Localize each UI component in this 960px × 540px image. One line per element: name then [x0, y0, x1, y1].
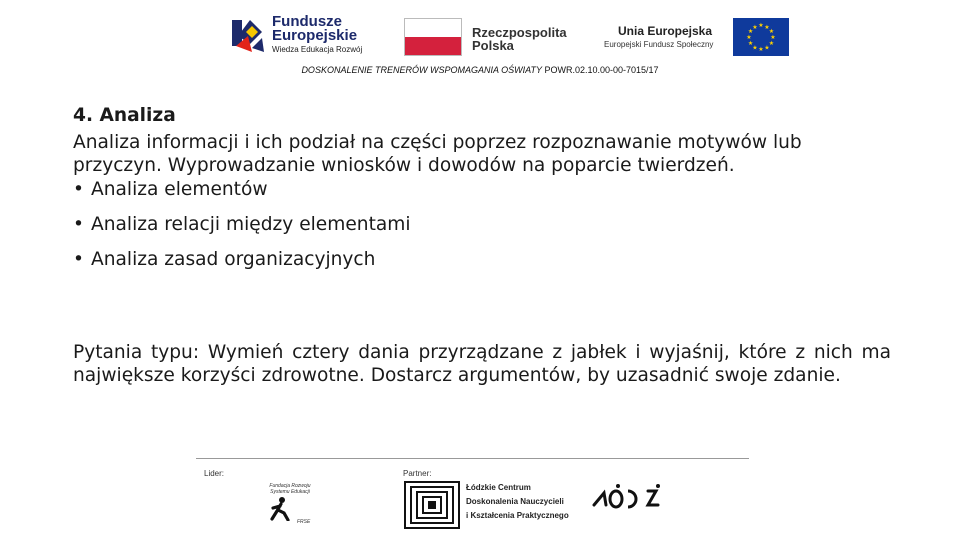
eu-star-icon: ★ — [752, 45, 758, 52]
lider-label: Lider: — [204, 469, 225, 478]
polish-flag-icon — [404, 18, 462, 56]
project-code: POWR.02.10.00-00-7015/17 — [541, 65, 659, 75]
eu-star-icon: ★ — [746, 35, 752, 42]
project-line — [0, 65, 960, 75]
bullet-item — [73, 178, 893, 201]
bullet-text: Analiza zasad organizacyjnych — [91, 249, 376, 270]
lcd-square-icon — [404, 481, 460, 529]
lodz-city-logo-icon — [592, 483, 672, 514]
eu-star-icon: ★ — [768, 41, 775, 48]
eu-star-icon: ★ — [764, 24, 770, 31]
section-paragraph: Analiza informacji i ich podział na części poprzez rozpoznawanie motywów lub przyczyn. Wyprowadzanie wniosków i dowodów na poparcie twierdzeń. — [73, 132, 802, 176]
bullet-icon: • — [73, 179, 84, 200]
bullet-icon: • — [73, 214, 84, 235]
bullet-icon: • — [73, 249, 84, 270]
partner-label: Partner: — [403, 469, 432, 478]
eu-star-icon: ★ — [752, 24, 758, 31]
bullet-text: Analiza relacji między elementami — [91, 214, 411, 235]
eu-star-icon: ★ — [758, 23, 764, 30]
efs-name: Europejski Fundusz Społeczny — [604, 40, 714, 49]
project-name: DOSKONALENIE TRENERÓW WSPOMAGANIA OŚWIATY — [301, 65, 542, 75]
rzeczpospolita-polska-name: Rzeczpospolita Polska — [472, 25, 567, 53]
eu-star-icon: ★ — [747, 41, 754, 48]
footer-logos — [196, 455, 749, 535]
bullet-text: Analiza elementów — [91, 179, 268, 200]
section-heading: 4. Analiza — [73, 105, 176, 126]
lcd-name: Łódzkie Centrum Doskonalenia Nauczycieli i Kształcenia Praktycznego — [466, 483, 569, 520]
bullet-item — [73, 213, 893, 236]
eu-star-icon: ★ — [768, 29, 775, 36]
question-text: Pytania typu: Wymień cztery dania przyrządzane z jabłek i wyjaśnij, które z nich ma największe korzyści zdrowotne. Dostarcz argumentów, by uzasadnić swoje zdanie. — [73, 342, 891, 386]
fundusze-europejskie-logo — [232, 12, 377, 58]
eu-star-icon: ★ — [758, 47, 764, 54]
frse-logo — [256, 479, 320, 529]
fundusze-europejskie-tagline: Wiedza Edukacja Rozwój — [272, 45, 363, 54]
walking-figure-icon — [268, 497, 292, 526]
rzeczpospolita-polska-logo — [404, 18, 574, 58]
fundusze-europejskie-star-icon — [232, 14, 266, 54]
eu-flag-icon — [733, 18, 789, 56]
eu-star-icon: ★ — [747, 29, 754, 36]
unia-europejska-name: Unia Europejska — [618, 24, 713, 38]
unia-europejska-logo — [600, 18, 790, 58]
frse-name: Fundacja Rozwoju Systemu Edukacji — [269, 483, 311, 495]
eu-star-icon: ★ — [770, 35, 776, 42]
bullet-item — [73, 248, 893, 271]
fundusze-europejskie-name: Fundusze Europejskie — [272, 13, 358, 44]
footer-divider — [196, 458, 749, 459]
frse-abbr: FRSE — [297, 519, 311, 525]
slide-content — [73, 104, 893, 271]
bullet-list — [73, 178, 893, 271]
eu-star-icon: ★ — [764, 45, 770, 52]
